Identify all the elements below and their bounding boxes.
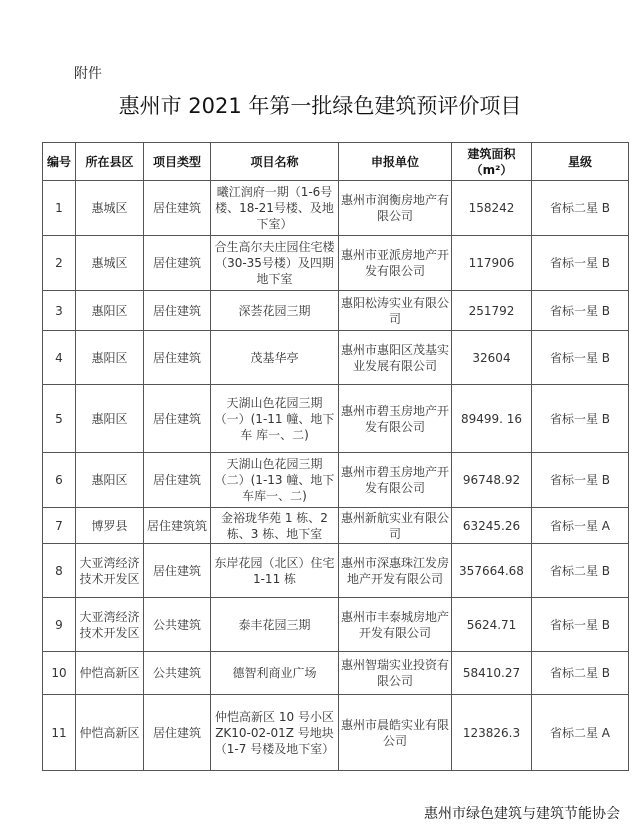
applicant-cell: 惠州市惠阳区茂基实业发展有限公司 <box>339 331 452 385</box>
project-type-cell: 居住建筑 <box>144 544 211 598</box>
table-row <box>43 544 629 598</box>
applicant-cell: 惠州市润衡房地产有限公司 <box>339 181 452 236</box>
project-type-cell: 居住建筑 <box>144 385 211 453</box>
issuer-footer: 惠州市绿色建筑与建筑节能协会 <box>424 806 620 822</box>
header-cell: 所在县区 <box>76 143 144 181</box>
district-cell: 惠城区 <box>76 181 144 236</box>
project-type-cell: 居住建筑 <box>144 291 211 331</box>
attachment-label: 附件 <box>74 66 102 82</box>
applicant-cell: 惠阳松涛实业有限公司 <box>339 291 452 331</box>
row-number-cell: 7 <box>43 508 76 544</box>
floor-area-cell: 96748.92 <box>452 453 532 508</box>
project-name-cell: 东岸花园（北区）住宅 1-11 栋 <box>211 544 339 598</box>
table-row <box>43 385 629 453</box>
header-cell: 项目类型 <box>144 143 211 181</box>
project-type-cell: 公共建筑 <box>144 652 211 695</box>
project-name-cell: 曦江润府一期（1-6号楼、18-21号楼、及地下室） <box>211 181 339 236</box>
district-cell: 惠阳区 <box>76 331 144 385</box>
star-rating-cell: 省标一星 B <box>532 598 629 652</box>
applicant-cell: 惠州市碧玉房地产开发有限公司 <box>339 385 452 453</box>
district-cell: 仲恺高新区 <box>76 652 144 695</box>
row-number-cell: 6 <box>43 453 76 508</box>
star-rating-cell: 省标一星 B <box>532 236 629 291</box>
table-row <box>43 236 629 291</box>
floor-area-cell: 58410.27 <box>452 652 532 695</box>
applicant-cell: 惠州市深惠珠江发房地产开发有限公司 <box>339 544 452 598</box>
header-cell: 申报单位 <box>339 143 452 181</box>
row-number-cell: 11 <box>43 695 76 771</box>
star-rating-cell: 省标二星 B <box>532 544 629 598</box>
district-cell: 大亚湾经济技术开发区 <box>76 544 144 598</box>
applicant-cell: 惠州市碧玉房地产开发有限公司 <box>339 453 452 508</box>
table-row <box>43 453 629 508</box>
project-type-cell: 居住建筑筑 <box>144 508 211 544</box>
floor-area-cell: 123826.3 <box>452 695 532 771</box>
table-row <box>43 291 629 331</box>
floor-area-cell: 32604 <box>452 331 532 385</box>
project-table <box>42 142 629 771</box>
header-cell: 星级 <box>532 143 629 181</box>
document-title: 惠州市 2021 年第一批绿色建筑预评价项目 <box>118 94 522 118</box>
project-name-cell: 德智利商业广场 <box>211 652 339 695</box>
header-cell: 建筑面积（m²） <box>452 143 532 181</box>
applicant-cell: 惠州市亚派房地产开发有限公司 <box>339 236 452 291</box>
floor-area-cell: 357664.68 <box>452 544 532 598</box>
row-number-cell: 5 <box>43 385 76 453</box>
floor-area-cell: 158242 <box>452 181 532 236</box>
star-rating-cell: 省标二星 B <box>532 652 629 695</box>
row-number-cell: 2 <box>43 236 76 291</box>
row-number-cell: 3 <box>43 291 76 331</box>
project-type-cell: 居住建筑 <box>144 236 211 291</box>
row-number-cell: 1 <box>43 181 76 236</box>
project-type-cell: 居住建筑 <box>144 181 211 236</box>
star-rating-cell: 省标一星 B <box>532 453 629 508</box>
project-type-cell: 居住建筑 <box>144 453 211 508</box>
district-cell: 惠城区 <box>76 236 144 291</box>
district-cell: 博罗县 <box>76 508 144 544</box>
table-row <box>43 598 629 652</box>
table-row <box>43 331 629 385</box>
district-cell: 仲恺高新区 <box>76 695 144 771</box>
project-name-cell: 茂基华亭 <box>211 331 339 385</box>
table-row <box>43 508 629 544</box>
applicant-cell: 惠州市丰泰城房地产开发有限公司 <box>339 598 452 652</box>
applicant-cell: 惠州新航实业有限公司 <box>339 508 452 544</box>
project-name-cell: 金裕珑华苑 1 栋、2 栋、3 栋、地下室 <box>211 508 339 544</box>
project-type-cell: 公共建筑 <box>144 598 211 652</box>
star-rating-cell: 省标一星 A <box>532 508 629 544</box>
row-number-cell: 9 <box>43 598 76 652</box>
star-rating-cell: 省标一星 B <box>532 385 629 453</box>
district-cell: 惠阳区 <box>76 385 144 453</box>
floor-area-cell: 251792 <box>452 291 532 331</box>
project-name-cell: 天湖山色花园三期（一）(1-11 幢、地下车 库一、二) <box>211 385 339 453</box>
applicant-cell: 惠州智瑞实业投资有限公司 <box>339 652 452 695</box>
floor-area-cell: 117906 <box>452 236 532 291</box>
district-cell: 惠阳区 <box>76 453 144 508</box>
row-number-cell: 10 <box>43 652 76 695</box>
district-cell: 惠阳区 <box>76 291 144 331</box>
project-type-cell: 居住建筑 <box>144 695 211 771</box>
row-number-cell: 4 <box>43 331 76 385</box>
project-name-cell: 泰丰花园三期 <box>211 598 339 652</box>
district-cell: 大亚湾经济技术开发区 <box>76 598 144 652</box>
star-rating-cell: 省标一星 B <box>532 291 629 331</box>
project-type-cell: 居住建筑 <box>144 331 211 385</box>
applicant-cell: 惠州市晨皓实业有限公司 <box>339 695 452 771</box>
star-rating-cell: 省标二星 B <box>532 181 629 236</box>
project-name-cell: 仲恺高新区 10 号小区 ZK10-02-01Z 号地块（1-7 号楼及地下室） <box>211 695 339 771</box>
project-name-cell: 合生高尔夫庄园住宅楼（30-35号楼）及四期地下室 <box>211 236 339 291</box>
row-number-cell: 8 <box>43 544 76 598</box>
table-row <box>43 181 629 236</box>
project-name-cell: 深荟花园三期 <box>211 291 339 331</box>
project-name-cell: 天湖山色花园三期（二）(1-13 幢、地下车库一、二) <box>211 453 339 508</box>
header-cell: 编号 <box>43 143 76 181</box>
floor-area-cell: 5624.71 <box>452 598 532 652</box>
star-rating-cell: 省标一星 B <box>532 331 629 385</box>
floor-area-cell: 63245.26 <box>452 508 532 544</box>
star-rating-cell: 省标二星 A <box>532 695 629 771</box>
floor-area-cell: 89499. 16 <box>452 385 532 453</box>
table-row <box>43 695 629 771</box>
table-row <box>43 652 629 695</box>
header-cell: 项目名称 <box>211 143 339 181</box>
table-header-row <box>43 143 629 181</box>
